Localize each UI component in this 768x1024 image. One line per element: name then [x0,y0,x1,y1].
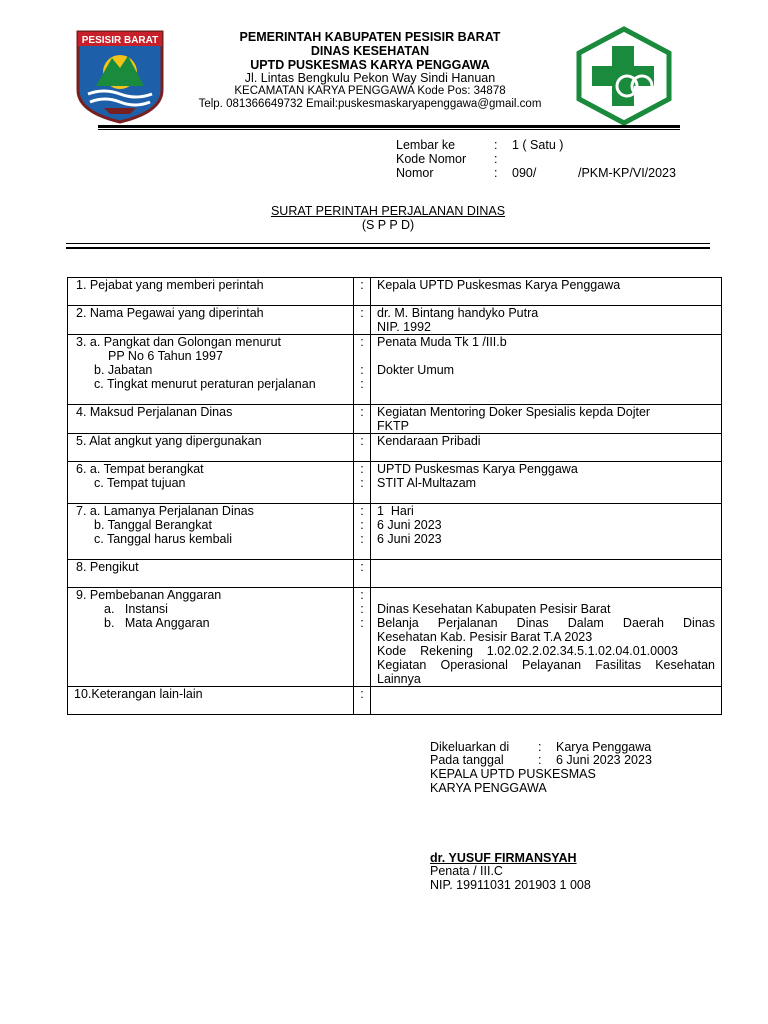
budget-activity-line2: Lainnya [377,672,421,686]
kop-line-government: PEMERINTAH KABUPATEN PESISIR BARAT [239,30,501,44]
puskesmas-logo [572,26,676,126]
row9-colon: : : : [354,588,371,687]
table-row [68,588,722,687]
row8-label: 8. Pengikut [68,560,354,588]
table-row [68,405,722,434]
row6-value [371,462,722,504]
meta-row-sheet: Lembar ke : 1 ( Satu ) [396,138,564,152]
row7-label-b: b. Tanggal Berangkat [94,518,212,532]
row3-value [371,335,722,405]
row6-colon: : : [354,462,371,504]
rank-value: Penata Muda Tk 1 /III.b [377,335,507,349]
row5-value: Kendaraan Pribadi [371,434,722,462]
destination-place: STIT Al-Multazam [377,476,477,490]
letterhead-rule-thick [98,125,680,128]
row4-value [371,405,722,434]
budget-activity-line1: Kegiatan Operasional Pelayanan Fasilitas Kesehatan [377,658,715,672]
signer-rank: Penata / III.C [430,864,503,878]
title-rule-thick [66,247,710,249]
table-row [68,687,722,715]
row7-label [68,504,354,560]
kop-line-department: DINAS KESEHATAN [310,44,430,58]
meta-row-code: Kode Nomor : [396,152,498,166]
row5-label: 5. Alat angkut yang dipergunakan [68,434,354,462]
row6-label-a: 6. a. Tempat berangkat [76,462,204,476]
row9-label-a: a. Instansi [104,602,168,616]
row1-label: 1. Pejabat yang memberi perintah [68,278,354,306]
title-rule-thin [66,243,710,244]
document-subtitle: (S P P D) [361,218,415,232]
kop-line-puskesmas: UPTD PUSKESMAS KARYA PENGGAWA [250,58,490,72]
row6-label-c: c. Tempat tujuan [94,476,186,490]
row6-label [68,462,354,504]
row2-value [371,306,722,335]
signer-position-line1: KEPALA UPTD PUSKESMAS [430,767,596,781]
signer-name: dr. YUSUF FIRMANSYAH [430,851,577,865]
row10-label: 10.Keterangan lain-lain [68,687,354,715]
row2-colon: : [354,306,371,335]
row3-colon: : : : [354,335,371,405]
row10-colon: : [354,687,371,715]
row8-value [371,560,722,588]
row7-colon: : : : [354,504,371,560]
row3-label-c: c. Tingkat menurut peraturan perjalanan [94,377,316,391]
row3-label-a: 3. a. Pangkat dan Golongan menurut [76,335,282,349]
table-row [68,306,722,335]
employee-name: dr. M. Bintang handyko Putra [377,306,539,320]
row7-value [371,504,722,560]
kop-line-contact: Telp. 081366649732 Email:puskesmaskaryapenggawa@gmail.com [198,98,542,110]
departure-date: 6 Juni 2023 [377,518,442,532]
issued-date-row: Pada tanggal : 6 Juni 2023 2023 [430,753,652,767]
kop-line-district: KECAMATAN KARYA PENGGAWA Kode Pos: 34878 [234,85,506,97]
row2-label: 2. Nama Pegawai yang diperintah [68,306,354,335]
row7-label-c: c. Tanggal harus kembali [94,532,233,546]
row9-label-b: b. Mata Anggaran [104,616,210,630]
row10-value [371,687,722,715]
row9-value [371,588,722,687]
row7-label-a: 7. a. Lamanya Perjalanan Dinas [76,504,254,518]
table-row [68,278,722,306]
departure-place: UPTD Puskesmas Karya Penggawa [377,462,578,476]
employee-nip: NIP. 1992 [377,320,431,334]
budget-line1: Belanja Perjalanan Dinas Dalam Daerah Dinas [377,616,715,630]
row3-label-b: b. Jabatan [94,363,153,377]
signer-position-line2: KARYA PENGGAWA [430,781,547,795]
purpose-line2: FKTP [377,419,409,433]
row4-colon: : [354,405,371,434]
meta-row-number: Nomor : 090/ /PKM-KP/VI/2023 [396,166,676,180]
row8-colon: : [354,560,371,588]
budget-account-code: Kode Rekening 1.02.02.2.02.34.5.1.02.04.01.0003 [377,644,678,658]
letterhead-rule-thin [98,129,680,130]
pesisir-barat-crest-logo [74,28,166,124]
table-row [68,504,722,560]
position-value: Dokter Umum [377,363,455,377]
table-row [68,434,722,462]
row3-label-a2: PP No 6 Tahun 1997 [108,349,223,363]
return-date: 6 Juni 2023 [377,532,442,546]
agency-value: Dinas Kesehatan Kabupaten Pesisir Barat [377,602,611,616]
purpose-line1: Kegiatan Mentoring Doker Spesialis kepda Dojter [377,405,651,419]
budget-line2: Kesehatan Kab. Pesisir Barat T.A 2023 [377,630,593,644]
table-row [68,462,722,504]
row1-colon: : [354,278,371,306]
table-row [68,560,722,588]
document-title: SURAT PERINTAH PERJALANAN DINAS [270,204,506,218]
table-row [68,335,722,405]
row1-value: Kepala UPTD Puskesmas Karya Penggawa [371,278,722,306]
signer-nip: NIP. 19911031 201903 1 008 [430,878,591,892]
row9-label [68,588,354,687]
issued-at-row: Dikeluarkan di : Karya Penggawa [430,740,652,754]
sppd-table [67,277,722,715]
kop-line-address: Jl. Lintas Bengkulu Pekon Way Sindi Hanuan [244,71,496,85]
row5-colon: : [354,434,371,462]
row9-label-main: 9. Pembebanan Anggaran [76,588,222,602]
row3-label [68,335,354,405]
row4-label: 4. Maksud Perjalanan Dinas [68,405,354,434]
duration-value: 1 Hari [377,504,414,518]
logo-left-label: PESISIR BARAT [81,35,159,46]
